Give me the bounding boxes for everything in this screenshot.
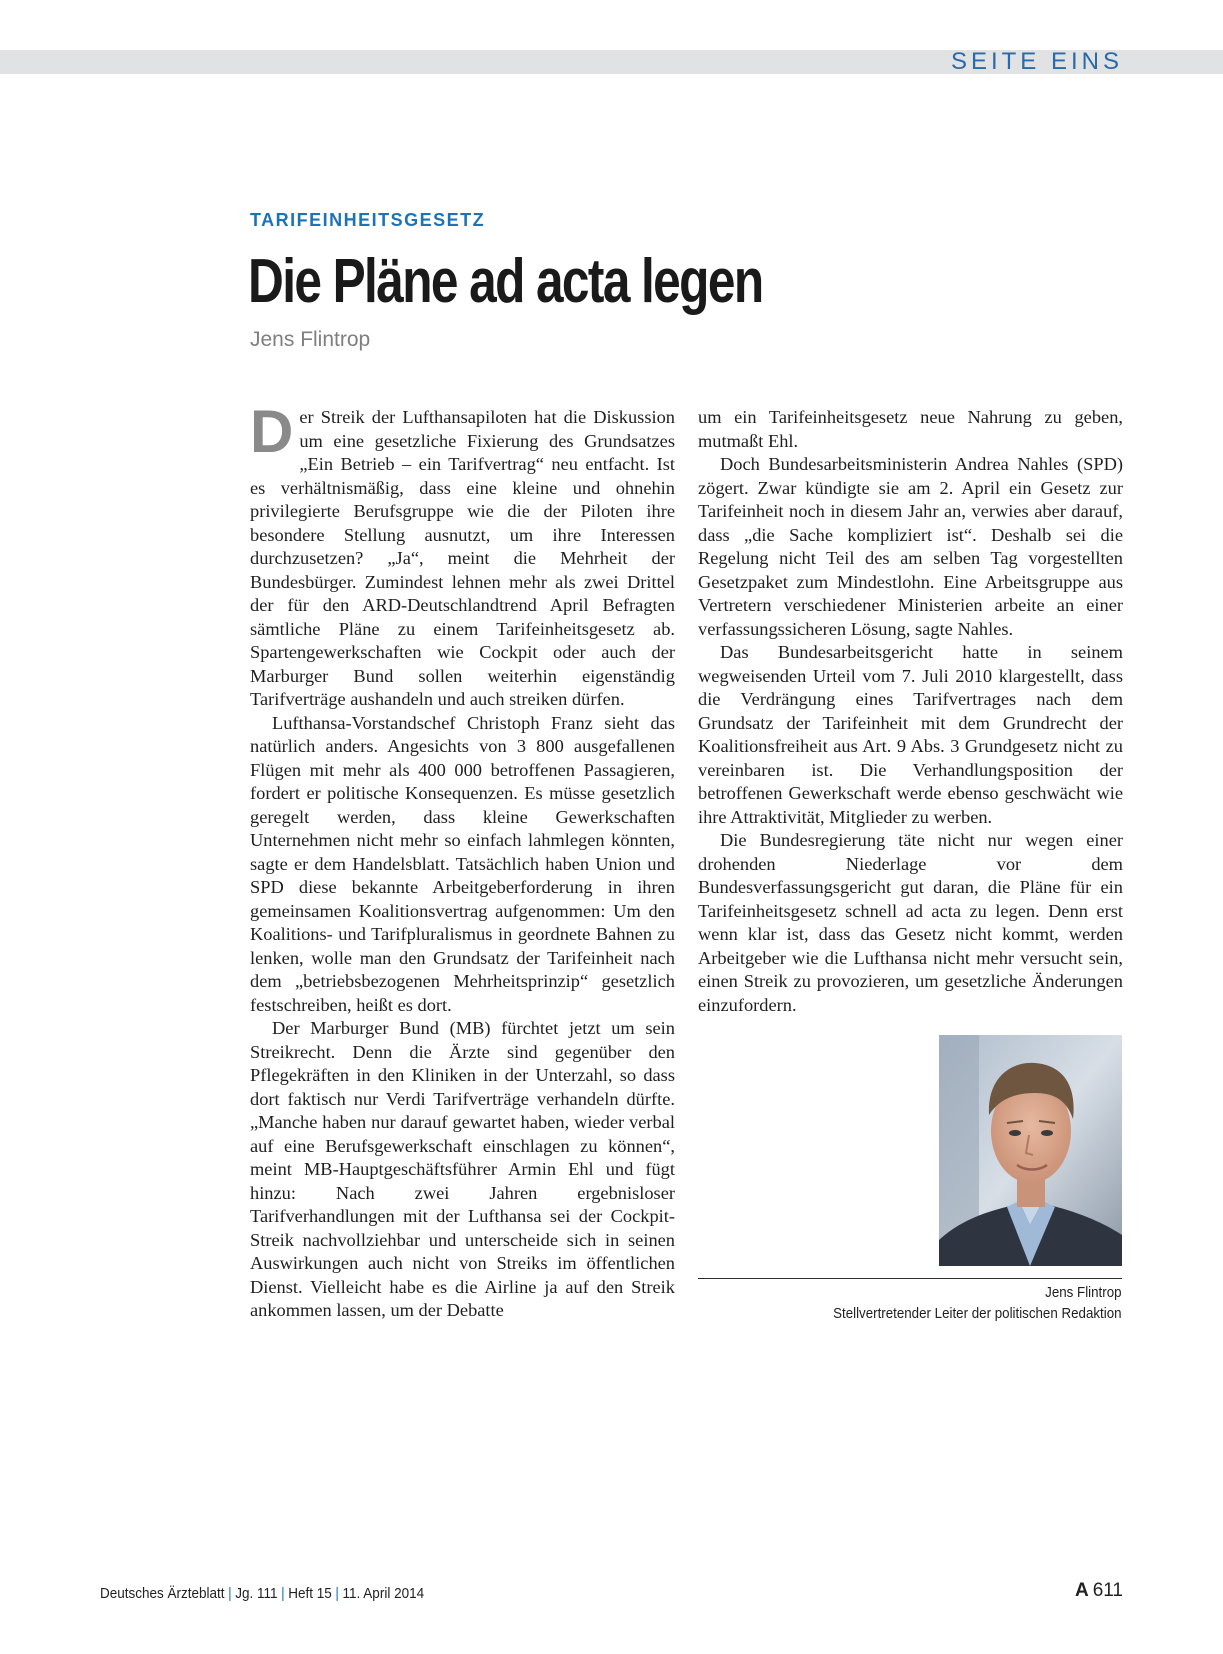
portrait-caption bbox=[808, 1283, 1122, 1325]
article-paragraph-6: Die Bundesregierung täte nicht nur wegen einer drohenden Niederlage vor dem Bundesverfassungsgericht gut daran, die Pläne für ein Tarifeinheitsgesetz schnell ad acta zu legen. Denn erst wenn klar ist, dass das Gesetz nicht kommt, werden Arbeitgeber wie die Lufthansa nicht mehr versucht sein, einen Streik zu provozieren, um gesetzliche Änderungen einzufordern. bbox=[698, 830, 1123, 1015]
page-footer bbox=[100, 1585, 424, 1602]
article-paragraph-2: Lufthansa-Vorstandschef Christoph Franz sieht das natürlich anders. Angesichts von 3 800 ausgefallenen Flügen mit mehr als 400 000 betroffenen Passagieren, fordert er politische Konsequenzen. Es müsse gesetzlich geregelt werden, dass kleine Gewerkschaften Unternehmen nicht mehr so einfach lahmlegen könnten, sagte er dem Handelsblatt. Tatsächlich haben Union und SPD diese bekannte Arbeitgeberforderung in ihren gemeinsamen Koalitionsvertrag aufgenommen: Um den Koalitions- und Tarifpluralismus in geordnete Bahnen zu lenken, wolle man den Grundsatz der Tarifeinheit nach dem „betriebsbezogenen Mehrheitsprinzip“ gesetzlich festschreiben, heißt es dort. bbox=[250, 712, 675, 1015]
article-paragraph-1 bbox=[250, 398, 675, 712]
article-column-right bbox=[698, 406, 1123, 1017]
footer-issue: Heft 15 bbox=[288, 1585, 332, 1602]
footer-separator: | bbox=[281, 1585, 285, 1602]
article-column-left bbox=[250, 398, 675, 1323]
footer-separator: | bbox=[335, 1585, 339, 1602]
section-label: SEITE EINS bbox=[950, 48, 1123, 75]
footer-date: 11. April 2014 bbox=[342, 1585, 425, 1602]
dropcap: D bbox=[250, 398, 294, 465]
paragraph-text: er Streik der Lufthansapiloten hat die Diskussion um eine gesetzliche Fixierung des Grundsatzes „Ein Betrieb – ein Tarifvertrag“ neu entfacht. Ist es verhältnismäßig, dass eine kleine und ohnehin privilegierte Berufsgruppe wie die der Piloten ihre besondere Stellung ausnutzt, um ihre Interessen durchzusetzen? „Ja“, meint die Mehrheit der Bundesbürger. Zumindest lehnen mehr als zwei Drittel der für den ARD-Deutschlandtrend April Befragten sämtliche Pläne zu einem Tarifeinheitsgesetz ab. Spartengewerkschaften wie Cockpit oder auch der Marburger Bund sollen weiterhin eigenständig Tarifverträge aushandeln und auch streiken dürfen. bbox=[250, 407, 675, 709]
page-number bbox=[1075, 1580, 1123, 1602]
author-portrait-photo bbox=[939, 1035, 1122, 1266]
caption-divider bbox=[698, 1278, 1122, 1279]
article-paragraph-3-continued: um ein Tarifeinheitsgesetz neue Nahrung zu geben, mutmaßt Ehl. bbox=[698, 407, 1123, 451]
article-title: Die Pläne ad acta legen bbox=[248, 247, 763, 316]
article-paragraph-5: Das Bundesarbeitsgericht hatte in seinem wegweisenden Urteil vom 7. Juli 2010 klargestellt, dass die Verdrängung eines Tarifvertrages nach dem Grundsatz der Tarifeinheit mit dem Grundrecht der Koalitionsfreiheit aus Art. 9 Abs. 3 Grundgesetz nicht zu vereinbaren ist. Die Verhandlungsposition der betroffenen Gewerkschaft werde ebenso geschwächt wie ihre Attraktivität, Mitglieder zu werben. bbox=[698, 642, 1123, 827]
footer-publication: Deutsches Ärzteblatt bbox=[100, 1585, 225, 1602]
caption-name: Jens Flintrop bbox=[1045, 1285, 1122, 1301]
article-paragraph-3: Der Marburger Bund (MB) fürchtet jetzt um sein Streikrecht. Denn die Ärzte sind gegenüber den Pflegekräften in den Kliniken in der Unterzahl, so dass dort faktisch nur Verdi Tarifverträge verhandeln dürfte. „Manche haben nur darauf gewartet haben, wieder verbal auf eine Berufsgewerkschaft einschlagen zu können“, meint MB-Hauptgeschäftsführer Armin Ehl und fügt hinzu: Nach zwei Jahren ergebnisloser Tarifverhandlungen mit der Lufthansa sei der Cockpit-Streik nachvollziehbar und unterscheide sich in seinen Auswirkungen auch nicht von Streiks im öffentlichen Dienst. Vielleicht habe es die Airline ja auf den Streik ankommen lassen, um der Debatte bbox=[250, 1018, 675, 1320]
article-kicker: TARIFEINHEITSGESETZ bbox=[250, 210, 486, 230]
article-paragraph-4: Doch Bundesarbeitsministerin Andrea Nahles (SPD) zögert. Zwar kündigte sie am 2. April ein Gesetz zur Tarifeinheit noch in diesem Jahr an, verwies aber darauf, dass „die Sache kompliziert ist“. Deshalb sei die Regelung nicht Teil des am selben Tag vorgestellten Gesetzpaket zum Mindestlohn. Eine Arbeitsgruppe aus Vertretern verschiedener Ministerien arbeite an einer verfassungssicheren Lösung, sagte Nahles. bbox=[698, 454, 1123, 639]
footer-separator: | bbox=[228, 1585, 232, 1602]
footer-volume: Jg. 111 bbox=[235, 1585, 278, 1602]
portrait-illustration bbox=[939, 1035, 1122, 1266]
caption-role: Stellvertretender Leiter der politischen Redaktion bbox=[833, 1306, 1122, 1322]
page-prefix: A bbox=[1074, 1580, 1089, 1601]
page-number-value: 611 bbox=[1092, 1580, 1123, 1601]
article-author: Jens Flintrop bbox=[250, 328, 371, 351]
